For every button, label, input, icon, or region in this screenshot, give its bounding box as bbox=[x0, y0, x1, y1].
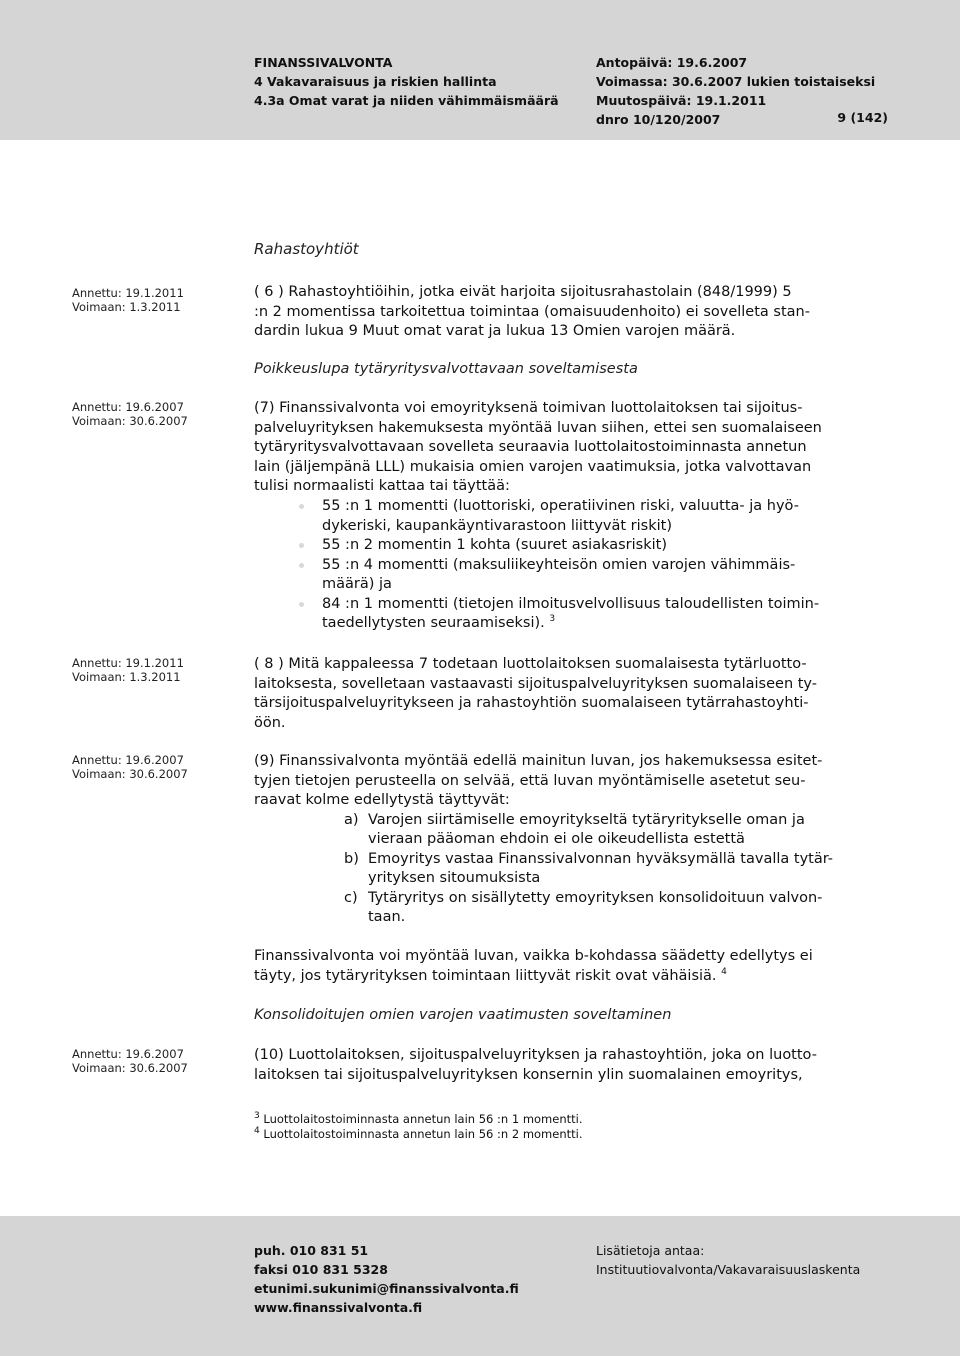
paragraph-10 bbox=[254, 1046, 914, 1085]
paragraph-9 bbox=[254, 752, 914, 928]
text-line: (9) Finanssivalvonta myöntää edellä mainitun luvan, jos hakemuksessa esitet- bbox=[254, 753, 823, 769]
text-line: tyjen tietojen perusteella on selvää, että luvan myöntämiselle asetetut seu- bbox=[254, 772, 806, 789]
bullet-dot-icon bbox=[299, 543, 304, 548]
note-effective: Voimaan: 1.3.2011 bbox=[72, 670, 181, 684]
footer-fax: faksi 010 831 5328 bbox=[254, 1262, 388, 1277]
note-amended: Annettu: 19.6.2007 bbox=[72, 753, 184, 767]
text-line: tärsijoituspalveluyritykseen ja rahastoyhtiön suomalaiseen tytärrahastoyhti- bbox=[254, 695, 809, 711]
note-amended: Annettu: 19.6.2007 bbox=[72, 400, 184, 414]
header-left bbox=[254, 53, 559, 110]
margin-note-4 bbox=[72, 753, 188, 781]
margin-note-5 bbox=[72, 1047, 188, 1075]
note-effective: Voimaan: 30.6.2007 bbox=[72, 767, 188, 781]
paragraph-6 bbox=[254, 283, 914, 342]
margin-note-1 bbox=[72, 286, 184, 314]
text-line: :n 2 momentissa tarkoitettua toimintaa (omaisuudenhoito) ei sovelleta stan- bbox=[254, 303, 810, 320]
org-name: FINANSSIVALVONTA bbox=[254, 55, 393, 70]
modified-date: Muutospäivä: 19.1.2011 bbox=[596, 93, 767, 108]
footnote-3: $^3$ Luottolaitostoiminnasta annetun lain 56 :n 1 momentti. bbox=[254, 1111, 583, 1126]
bullet-dot-icon bbox=[299, 563, 304, 568]
footer-email[interactable]: etunimi.sukunimi@finanssivalvonta.fi bbox=[254, 1281, 519, 1296]
footnote-ref-3[interactable]: 3 bbox=[549, 614, 556, 625]
text-line: ( 8 ) Mitä kappaleessa 7 todetaan luottolaitoksen suomalaisesta tytärluotto- bbox=[254, 656, 807, 672]
condition-b: b) Emoyritys vastaa Finanssivalvonnan hyväksymällä tavalla tytär- yrityksen sitoumuksista bbox=[344, 850, 833, 886]
text-line: ( 6 ) Rahastoyhtiöihin, jotka eivät harjoita sijoitusrahastolain (848/1999) 5 bbox=[254, 284, 792, 300]
text-line: laitoksen tai sijoituspalveluyrityksen konsernin ylin suomalainen emoyritys, bbox=[254, 1066, 803, 1083]
paragraph-9b: Finanssivalvonta voi myöntää luvan, vaikka b-kohdassa säädetty edellytys ei täyty, jos tytäryrityksen toimintaan liittyvät riskit ovat vähäisiä. $^4$ bbox=[254, 947, 914, 986]
text-line: lain (jäljempänä LLL) mukaisia omien varojen vaatimuksia, jotka valvottavan bbox=[254, 458, 812, 475]
note-effective: Voimaan: 30.6.2007 bbox=[72, 1061, 188, 1075]
text-line: palveluyrityksen hakemuksesta myöntää luvan siihen, ettei sen suomalaiseen bbox=[254, 419, 822, 436]
heading-poikkeuslupa: Poikkeuslupa tytäryritysvalvottavaan soveltamisesta bbox=[254, 361, 638, 377]
list-item: 55 :n 1 momentti (luottoriski, operatiivinen riski, valuutta- ja hyö- dykeriski, kaupankäyntivarastoon liittyvät riskit) bbox=[254, 497, 914, 536]
note-amended: Annettu: 19.1.2011 bbox=[72, 286, 184, 300]
list-item: 84 :n 1 momentti (tietojen ilmoitusvelvollisuus taloudellisten toimin- taedellytysten seuraamiseksi). $^3$ bbox=[254, 595, 914, 634]
footer-phone: puh. 010 831 51 bbox=[254, 1243, 369, 1258]
text-line: laitoksesta, sovelletaan vastaavasti sijoituspalveluyrityksen suomalaiseen ty- bbox=[254, 675, 817, 692]
note-amended: Annettu: 19.1.2011 bbox=[72, 656, 184, 670]
section-title: 4 Vakavaraisuus ja riskien hallinta bbox=[254, 74, 497, 89]
text-line: Finanssivalvonta voi myöntää luvan, vaikka b-kohdassa säädetty edellytys ei bbox=[254, 948, 813, 964]
text-line: dardin lukua 9 Muut omat varat ja lukua 13 Omien varojen määrä. bbox=[254, 323, 736, 339]
margin-note-3 bbox=[72, 656, 184, 684]
bullet-dot-icon bbox=[299, 504, 304, 509]
footnote-ref-4[interactable]: 4 bbox=[721, 966, 727, 977]
footer-web[interactable]: www.finanssivalvonta.fi bbox=[254, 1300, 423, 1315]
note-effective: Voimaan: 1.3.2011 bbox=[72, 300, 181, 314]
in-force: Voimassa: 30.6.2007 lukien toistaiseksi bbox=[596, 74, 876, 89]
text-line: öön. bbox=[254, 714, 286, 731]
note-effective: Voimaan: 30.6.2007 bbox=[72, 414, 188, 428]
footnote-4: $^4$ Luottolaitostoiminnasta annetun lain 56 :n 2 momentti. bbox=[254, 1126, 583, 1141]
page-number: 9 (142) bbox=[837, 110, 888, 125]
text-line: (7) Finanssivalvonta voi emoyrityksenä toimivan luottolaitoksen tai sijoitus- bbox=[254, 400, 803, 416]
text-line: (10) Luottolaitoksen, sijoituspalveluyrityksen ja rahastoyhtiön, joka on luotto- bbox=[254, 1047, 817, 1063]
footer-info bbox=[596, 1241, 860, 1279]
margin-note-2 bbox=[72, 400, 188, 428]
note-amended: Annettu: 19.6.2007 bbox=[72, 1047, 184, 1061]
header-dates bbox=[596, 53, 875, 129]
heading-rahastoyhtiot: Rahastoyhtiöt bbox=[254, 240, 359, 258]
bullet-dot-icon bbox=[299, 602, 304, 607]
text-line: tulisi normaalisti kattaa tai täyttää: bbox=[254, 478, 510, 494]
start-date: Antopäivä: 19.6.2007 bbox=[596, 55, 748, 70]
list-item: 55 :n 2 momentin 1 kohta (suuret asiakasriskit) bbox=[254, 536, 914, 556]
footer-info-label: Lisätietoja antaa: bbox=[596, 1243, 705, 1258]
requirement-list bbox=[254, 497, 914, 634]
condition-a: a) Varojen siirtämiselle emoyritykseltä tytäryritykselle oman ja vieraan pääoman ehdoin ei ole oikeudellista estettä bbox=[344, 811, 805, 847]
footer-info-dept: Instituutiovalvonta/Vakavaraisuuslaskenta bbox=[596, 1262, 861, 1277]
text-line: raavat kolme edellytystä täyttyvät: bbox=[254, 792, 510, 808]
dnro: dnro 10/120/2007 bbox=[596, 112, 721, 127]
subsection-title: 4.3a Omat varat ja niiden vähimmäismäärä bbox=[254, 93, 559, 108]
paragraph-7 bbox=[254, 399, 914, 497]
condition-c: c) Tytäryritys on sisällytetty emoyrityksen konsolidoituun valvon- taan. bbox=[344, 889, 823, 925]
paragraph-8 bbox=[254, 655, 914, 733]
footer-contacts bbox=[254, 1241, 519, 1317]
heading-konsolidoitujen: Konsolidoitujen omien varojen vaatimusten soveltaminen bbox=[254, 1007, 672, 1023]
text-line: tytäryritysvalvottavaan sovelleta seuraavia luottolaitostoiminnasta annetun bbox=[254, 439, 807, 455]
list-item: 55 :n 4 momentti (maksuliikeyhteisön omien varojen vähimmäis- määrä) ja bbox=[254, 556, 914, 595]
